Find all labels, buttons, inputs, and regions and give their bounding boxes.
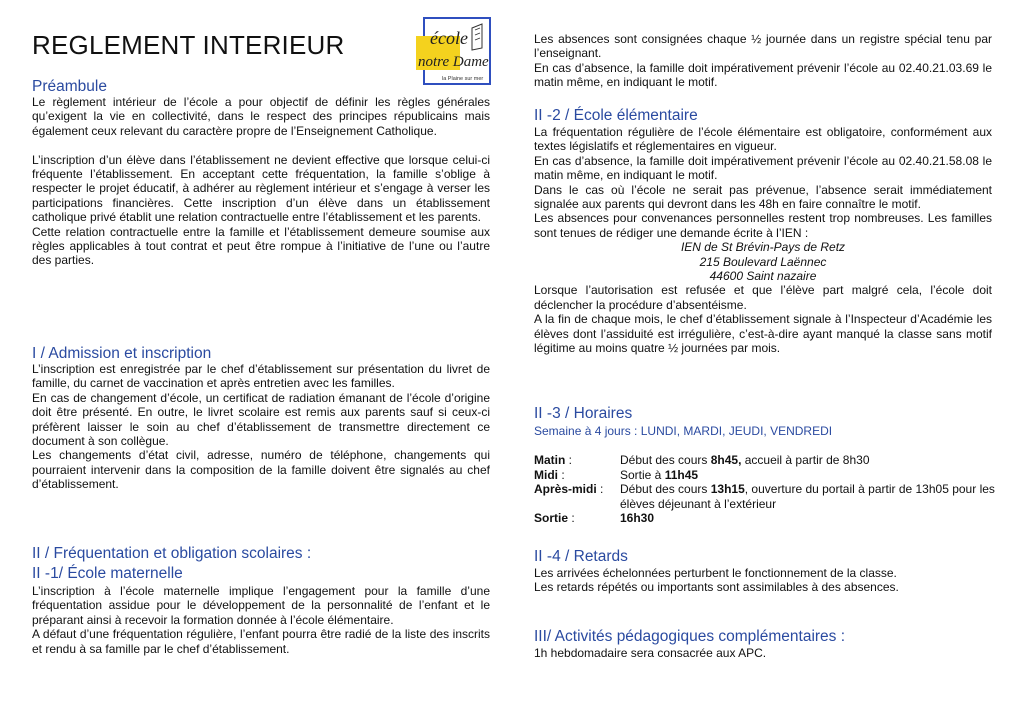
schedule-time-sortie: 16h30: [620, 511, 655, 526]
ien-street: 215 Boulevard Laënnec: [699, 254, 827, 269]
ien-name: IEN de St Brévin-Pays de Retz: [680, 240, 846, 255]
logo-word-ecole: école: [430, 28, 468, 48]
schedule-label-apres-midi: Après-midi: [534, 482, 597, 497]
preambule-p3: Cette relation contractuelle entre la famille et l’établissement demeure soumise aux règles applicables à tout contrat et peut être rompue à l’initiative de l’une ou l’autre des parties.: [32, 224, 490, 268]
maternelle-cont-p1: Les absences sont consignées chaque ½ journée dans un registre spécial tenu par l’enseignant.: [534, 32, 992, 61]
retards-p2: Les retards répétés ou importants sont assimilables à des absences.: [534, 580, 899, 595]
admission-p1: L’inscription est enregistrée par le chef d’établissement sur présentation du livret de famille, du carnet de vaccination et après entretien avec les familles.: [32, 362, 490, 391]
logo-tagline: la Plaine sur mer: [442, 76, 484, 82]
logo-word-notre-dame: notre Dame: [418, 54, 489, 70]
maternelle-text: [32, 584, 490, 656]
activites-text: [534, 646, 992, 660]
heading-activites: III/ Activités pédagogiques complémentaires :: [534, 628, 846, 645]
heading-horaires: II -3 / Horaires: [534, 405, 633, 422]
schedule-row-sortie: Sortie : 16h30: [534, 511, 655, 526]
maternelle-continued-text: [534, 32, 992, 90]
retards-p1: Les arrivées échelonnées perturbent le fonctionnement de la classe.: [534, 566, 897, 580]
elementaire-p2: En cas d’absence, la famille doit impérativement prévenir l’école au 02.40.21.58.08 le matin même, en indiquant le motif.: [534, 153, 992, 183]
admission-text: [32, 362, 490, 492]
preambule-p2: L’inscription d’un élève dans l’établissement ne devient effective que lorsque celui-ci fréquente l’établissement. En acceptant cette fréquentation, la famille s’oblige à respecter le projet éducatif, à adhérer au règlement intérieur et s’engage à verser les participations financières. Cette inscription d’un élève dans un établissement catholique privé établit une relation contractuelle entre l’établissement et les parents.: [32, 152, 490, 225]
schedule-label-sortie: Sortie: [534, 511, 569, 526]
preambule-text: [32, 95, 490, 268]
schedule-time-apres-midi: 13h15: [710, 482, 745, 497]
maternelle-p1: L’inscription à l’école maternelle implique l’engagement pour la famille d’une fréquentation assidue pour le développement de la personnalité de l’enfant et le préparant ainsi à recevoir la formation donnée à l’école élémentaire.: [32, 584, 490, 627]
activites-p1: 1h hebdomadaire sera consacrée aux APC.: [534, 646, 767, 660]
schedule-row-matin: Matin : Début des cours 8h45, accueil à partir de 8h30: [534, 453, 870, 467]
elementaire-p6: A la fin de chaque mois, le chef d’établissement signale à l’Inspecteur d’Académie les élèves dont l’assiduité est irrégulière, c’est-à-dire ayant manqué la classe sans motif légitime au moins quatre ½ journées par mois.: [534, 312, 992, 356]
page-title: REGLEMENT INTERIEUR: [32, 30, 345, 60]
ien-address: [534, 240, 992, 283]
horaires-week: Semaine à 4 jours : LUNDI, MARDI, JEUDI, VENDREDI: [534, 424, 833, 438]
maternelle-p2: A défaut d’une fréquentation régulière, l’enfant pourra être radié de la liste des inscrits et rendu à sa famille par le chef d’établissement.: [32, 627, 490, 656]
retards-text: [534, 566, 992, 595]
elementaire-p4: Les absences pour convenances personnelles restent trop nombreuses. Les familles sont tenues de rédiger une demande écrite à l’IEN :: [534, 211, 992, 240]
admission-p3: Les changements d’état civil, adresse, numéro de téléphone, changements qui pourraient intervenir dans la composition de la famille doivent être signalés au chef d’établissement.: [32, 448, 490, 492]
elementaire-text: [534, 125, 992, 356]
heading-maternelle: II -1/ École maternelle: [32, 565, 183, 582]
schedule-label-midi: Midi: [534, 467, 558, 482]
schedule-time-midi: 11h45: [664, 467, 699, 482]
elementaire-p1: La fréquentation régulière de l’école élémentaire est obligatoire, conformément aux textes législatifs et réglementaires en vigueur.: [534, 125, 992, 154]
schedule-time-matin: 8h45,: [710, 453, 742, 467]
maternelle-cont-p2: En cas d’absence, la famille doit impérativement prévenir l’école au 02.40.21.03.69 le matin même, en indiquant le motif.: [534, 60, 992, 90]
heading-frequentation: II / Fréquentation et obligation scolaires :: [32, 545, 312, 562]
schedule-label-matin: Matin: [534, 453, 566, 467]
heading-admission: I / Admission et inscription: [32, 345, 212, 362]
schedule-row-apres-midi: Après-midi : Début des cours 13h15, ouverture du portail à partir de 13h05 pour les élèves déjeunant à l’extérieur: [534, 482, 995, 511]
admission-p2: En cas de changement d’école, un certificat de radiation émanant de l’école d’origine doit être présenté. En outre, le livret scolaire est remis aux parents sauf si ceux-ci préfèrent laisser le soin au chef d’établissement de transmettre directement ce document à son collègue.: [32, 390, 490, 449]
preambule-p1: Le règlement intérieur de l’école a pour objectif de définir les règles générales qu’exigent la vie en collectivité, dans le respect des principes républicains mais également ceux relevant du caractère propre de l’Enseignement Catholique.: [32, 95, 490, 138]
elementaire-p3: Dans le cas où l’école ne serait pas prévenue, l’absence serait immédiatement signalée aux parents qui devront dans les 48h en faire connaître le motif.: [534, 182, 992, 212]
school-logo: [412, 16, 494, 90]
heading-elementaire: II -2 / École élémentaire: [534, 107, 698, 124]
horaires-schedule: [534, 453, 1000, 526]
heading-retards: II -4 / Retards: [534, 548, 628, 565]
heading-preambule: Préambule: [32, 78, 107, 95]
schedule-row-midi: Midi : Sortie à 11h45: [534, 467, 699, 482]
ien-city: 44600 Saint nazaire: [709, 269, 817, 284]
elementaire-p5: Lorsque l’autorisation est refusée et que l’élève part malgré cela, l’école doit déclencher la procédure d’absentéisme.: [534, 283, 992, 312]
